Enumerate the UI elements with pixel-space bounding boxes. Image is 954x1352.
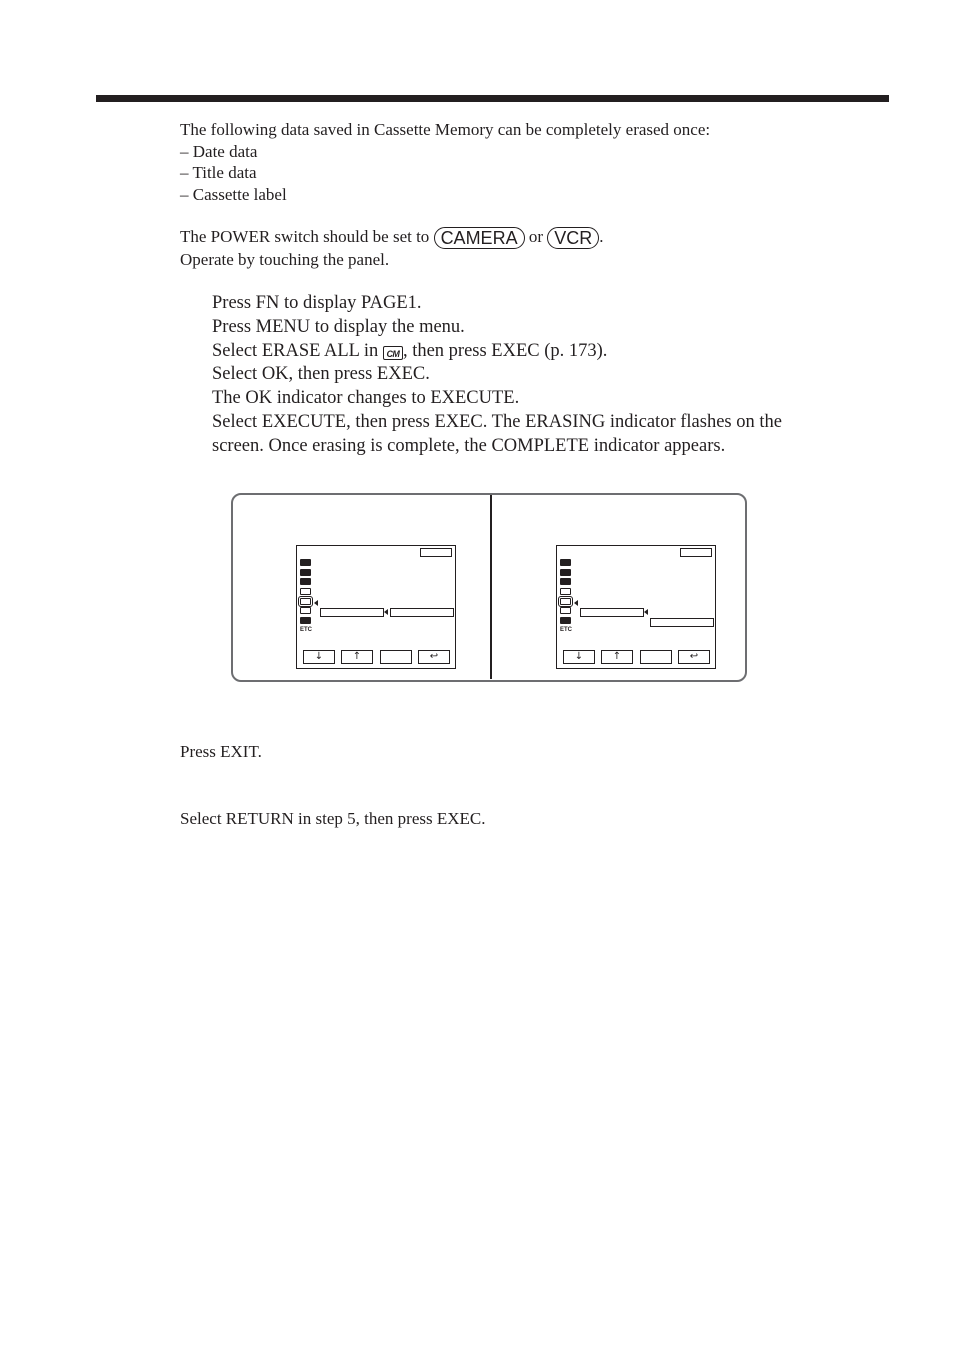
up-button: ↑ (341, 650, 373, 664)
figure-divider (490, 495, 492, 679)
memory-set-icon (300, 588, 311, 595)
down-button: ↓ (563, 650, 595, 664)
step-1: Press FN to display PAGE1. (212, 293, 422, 313)
vcr-mode-badge: VCR (547, 227, 599, 249)
exec-button (380, 650, 412, 664)
intro-item-label: – Cassette label (180, 184, 287, 204)
procedure-steps (212, 292, 782, 459)
option-pointer-icon (644, 609, 648, 615)
down-button: ↓ (303, 650, 335, 664)
step-5-line-2: screen. Once erasing is complete, the COMPLETE indicator appears. (212, 435, 726, 456)
vcr-set-icon (560, 569, 571, 576)
return-button: ↩ (678, 650, 710, 664)
lcd-screen-execute (556, 545, 716, 669)
intro-lead: The following data saved in Cassette Memory can be completely erased once: (180, 120, 711, 139)
screen-indicator-box (680, 548, 712, 557)
erase-all-bar (320, 608, 384, 617)
power-suffix: . (599, 227, 604, 246)
header-rule (96, 95, 889, 102)
step-4-note: The OK indicator changes to EXECUTE. (212, 388, 520, 409)
lcd-screen-ok (296, 545, 456, 669)
ok-option-bar (390, 608, 454, 617)
option-pointer-icon (384, 609, 388, 615)
intro-item-title: – Title data (180, 163, 257, 182)
step-3-post: , then press EXEC (p. 173). (402, 340, 608, 361)
cassette-memory-icon (560, 598, 571, 605)
etc-icon: ETC (560, 626, 572, 633)
menu-icon-column (560, 559, 574, 634)
setup-icon (560, 617, 571, 624)
lcd-illustration (231, 493, 747, 682)
vcr-set-icon (300, 569, 311, 576)
operate-note: Operate by touching the panel. (180, 250, 390, 269)
step-5-line-1: Select EXECUTE, then press EXEC. The ERASING indicator flashes on the (212, 411, 782, 432)
menu-icon-column (300, 559, 314, 634)
step-3 (212, 340, 782, 364)
tape-set-icon (300, 607, 311, 614)
return-button: ↩ (418, 650, 450, 664)
exec-button (640, 650, 672, 664)
cassette-memory-icon: CM (383, 346, 403, 360)
power-instruction (180, 226, 604, 249)
lcd-set-icon (300, 578, 311, 585)
selected-pointer-icon (574, 600, 578, 606)
step-2: Press MENU to display the menu. (212, 316, 465, 337)
screen-indicator-box (420, 548, 452, 557)
etc-icon: ETC (300, 626, 312, 633)
exit-instruction: Press EXIT. (180, 742, 262, 761)
power-prefix: The POWER switch should be set to (180, 227, 430, 246)
selected-pointer-icon (314, 600, 318, 606)
camera-set-icon (300, 559, 311, 566)
memory-set-icon (560, 588, 571, 595)
camera-mode-badge: CAMERA (434, 227, 525, 249)
tape-set-icon (560, 607, 571, 614)
power-connector: or (528, 227, 543, 246)
execute-option-bar (650, 618, 714, 627)
step-4: Select OK, then press EXEC. (212, 364, 430, 385)
intro-item-date: – Date data (180, 141, 258, 161)
step-3-pre: Select ERASE ALL in (212, 340, 379, 361)
cancel-instruction: Select RETURN in step 5, then press EXEC. (180, 809, 486, 828)
cassette-memory-icon (300, 598, 311, 605)
erase-all-bar (580, 608, 644, 617)
setup-icon (300, 617, 311, 624)
camera-set-icon (560, 559, 571, 566)
up-button: ↑ (601, 650, 633, 664)
lcd-set-icon (560, 578, 571, 585)
